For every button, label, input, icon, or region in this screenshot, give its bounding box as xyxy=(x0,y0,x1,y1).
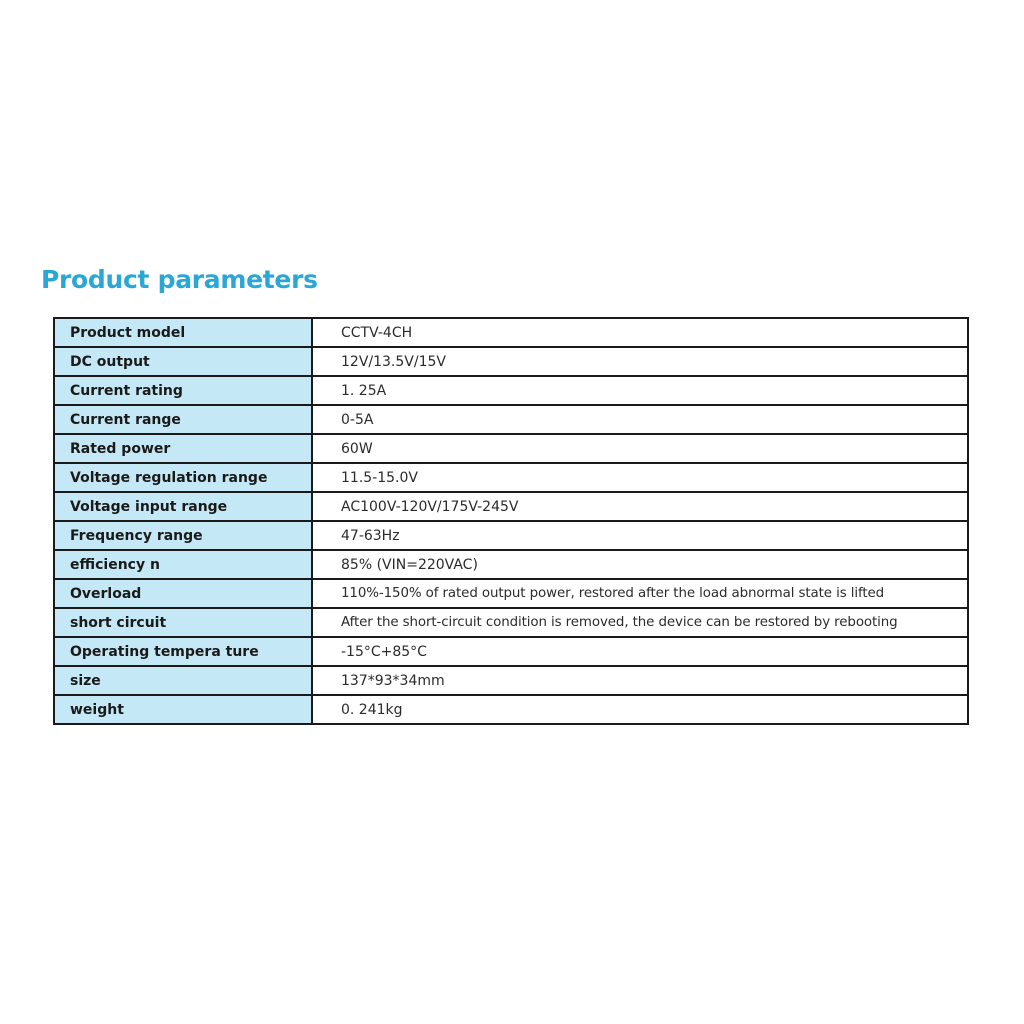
param-label: Rated power xyxy=(54,434,312,463)
param-value: 11.5-15.0V xyxy=(312,463,968,492)
table-row xyxy=(54,695,968,724)
table-row xyxy=(54,434,968,463)
table-row xyxy=(54,347,968,376)
param-value: 60W xyxy=(312,434,968,463)
param-value: After the short-circuit condition is removed, the device can be restored by rebooting xyxy=(312,608,968,637)
param-label: Voltage regulation range xyxy=(54,463,312,492)
param-value: 12V/13.5V/15V xyxy=(312,347,968,376)
param-label: Current range xyxy=(54,405,312,434)
param-value: 0. 241kg xyxy=(312,695,968,724)
param-label: DC output xyxy=(54,347,312,376)
param-label: Voltage input range xyxy=(54,492,312,521)
param-value: AC100V-120V/175V-245V xyxy=(312,492,968,521)
table-row xyxy=(54,521,968,550)
param-label: Current rating xyxy=(54,376,312,405)
param-value: -15°C+85°C xyxy=(312,637,968,666)
table-row xyxy=(54,637,968,666)
param-label: weight xyxy=(54,695,312,724)
table-row xyxy=(54,405,968,434)
table-row xyxy=(54,608,968,637)
table-row xyxy=(54,463,968,492)
param-value: CCTV-4CH xyxy=(312,318,968,347)
param-value: 137*93*34mm xyxy=(312,666,968,695)
param-label: size xyxy=(54,666,312,695)
param-label: Product model xyxy=(54,318,312,347)
param-value: 0-5A xyxy=(312,405,968,434)
param-label: Overload xyxy=(54,579,312,608)
table-row xyxy=(54,550,968,579)
param-label: Operating tempera ture xyxy=(54,637,312,666)
param-value: 85% (VIN=220VAC) xyxy=(312,550,968,579)
param-value: 47-63Hz xyxy=(312,521,968,550)
param-value: 1. 25A xyxy=(312,376,968,405)
table-row xyxy=(54,666,968,695)
param-label: Frequency range xyxy=(54,521,312,550)
table-row xyxy=(54,492,968,521)
product-parameters-table xyxy=(53,317,969,725)
param-label: efficiency n xyxy=(54,550,312,579)
page-title: Product parameters xyxy=(41,265,318,294)
param-value: 110%-150% of rated output power, restored after the load abnormal state is lifted xyxy=(312,579,968,608)
table-row xyxy=(54,318,968,347)
table-row xyxy=(54,579,968,608)
table-row xyxy=(54,376,968,405)
param-label: short circuit xyxy=(54,608,312,637)
